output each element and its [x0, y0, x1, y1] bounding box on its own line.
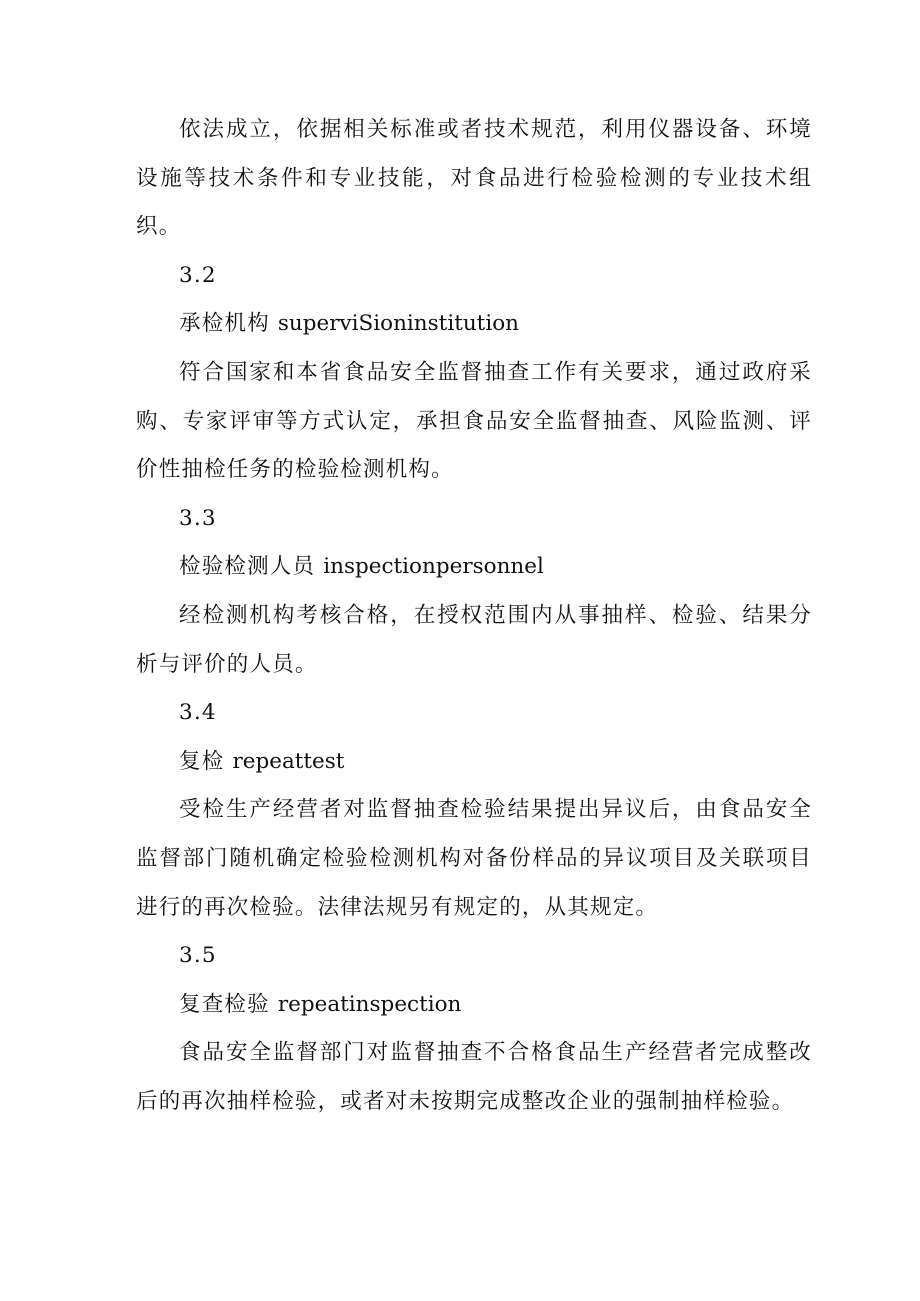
document-body	[136, 106, 812, 1126]
term-chinese: 检验检测人员	[179, 554, 316, 580]
term-english: superviSioninstitution	[277, 311, 519, 337]
term-heading	[136, 543, 812, 592]
section-number: 3.5	[179, 943, 217, 969]
definition-paragraph: 食品安全监督部门对监督抽查不合格食品生产经营者完成整改后的再次抽样检验，或者对未按期完成整改企业的强制抽样检验。	[136, 1040, 812, 1114]
section-number: 3.2	[179, 262, 217, 288]
term-chinese: 复查检验	[179, 991, 270, 1017]
term-heading	[136, 981, 812, 1030]
term-english: inspectionpersonnel	[323, 554, 544, 580]
term-chinese: 复检	[179, 748, 225, 774]
section-number: 3.3	[179, 505, 217, 531]
definition-paragraph: 符合国家和本省食品安全监督抽查工作有关要求，通过政府采购、专家评审等方式认定，承担食品安全监督抽查、风险监测、评价性抽检任务的检验检测机构。	[136, 359, 812, 483]
definition-paragraph: 经检测机构考核合格，在授权范围内从事抽样、检验、结果分析与评价的人员。	[136, 602, 812, 677]
definition-paragraph: 受检生产经营者对监督抽查检验结果提出异议后，由食品安全监督部门随机确定检验检测机构对备份样品的异议项目及关联项目进行的再次检验。法律法规另有规定的，从其规定。	[136, 797, 812, 920]
definition-paragraph: 依法成立，依据相关标准或者技术规范，利用仪器设备、环境设施等技术条件和专业技能，对食品进行检验检测的专业技术组织。	[136, 117, 812, 240]
term-english: repeattest	[232, 748, 345, 774]
section-number: 3.4	[179, 700, 217, 726]
term-chinese: 承检机构	[179, 311, 270, 337]
term-english: repeatinspection	[277, 991, 462, 1017]
term-heading	[136, 300, 812, 349]
term-heading	[136, 738, 812, 787]
